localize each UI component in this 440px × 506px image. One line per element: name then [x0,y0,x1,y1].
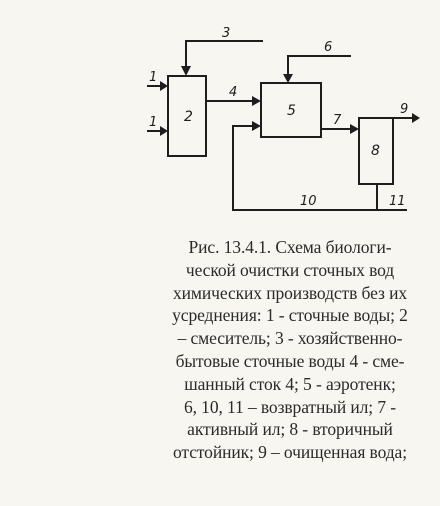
label-stream-1-bottom: 1 [149,115,158,130]
stream-7-arrow [350,124,359,134]
caption-line: активный ил; 8 - вторичный [187,419,393,440]
stream-6-arrow [283,74,293,83]
label-stream-1-top: 1 [149,70,158,85]
mixer-label: 2 [184,109,193,125]
caption-line: химических производств без их [173,282,407,303]
caption-line: шанный сток 4; 5 - аэротенк; [184,373,396,394]
caption-line: – смеситель; 3 - хозяйственно- [177,328,403,349]
figure-caption [150,236,430,464]
stream-9-arrow [412,113,420,123]
aerotank-label: 5 [287,103,296,119]
stream-6-line [288,56,350,77]
caption-line: усреднения: 1 - сточные воды; 2 [172,305,408,326]
stream-1-top-arrow [160,81,168,91]
label-stream-9: 9 [400,102,409,117]
caption-line: бытовые сточные воды 4 - сме- [175,350,405,371]
stream-10-arrow [252,121,261,131]
label-stream-7: 7 [333,113,342,128]
process-flow-diagram [0,0,440,236]
stream-3-line [186,41,262,70]
caption-line: отстойник; 9 – очищенная вода; [173,442,407,463]
label-stream-6: 6 [324,40,333,55]
label-stream-11: 11 [389,194,406,209]
settler-label: 8 [371,143,380,159]
label-stream-3: 3 [222,26,231,41]
stream-1-bottom-arrow [160,126,168,136]
caption-line: 6, 10, 11 – возвратный ил; 7 - [183,396,397,417]
caption-line: ческой очистки сточных вод [185,259,395,280]
label-stream-4: 4 [229,85,238,100]
caption-line: Рис. 13.4.1. Схема биологи- [188,237,392,257]
stream-4-arrow [252,96,261,106]
label-stream-10: 10 [300,194,317,209]
stream-3-arrow [181,66,191,76]
